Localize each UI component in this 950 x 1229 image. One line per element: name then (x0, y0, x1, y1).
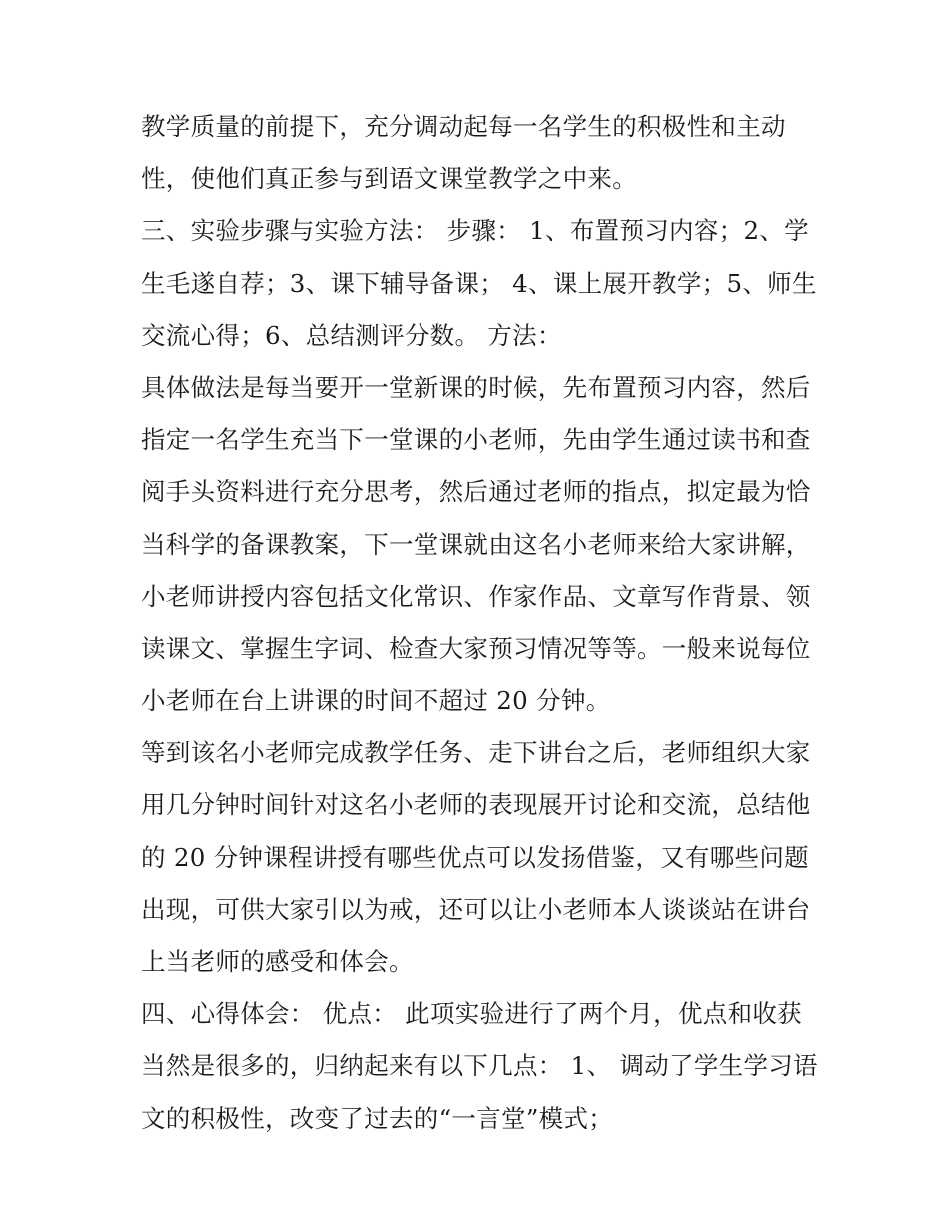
text-line: 上当老师的感受和体会。 (141, 947, 414, 976)
text-line: 小老师讲授内容包括文化常识、作家作品、文章写作背景、领 (141, 581, 811, 611)
text-line: 三、实验步骤与实验方法： 步骤： 1、布置预习内容；2、学 (141, 216, 809, 246)
text-line: 的 20 分钟课程讲授有哪些优点可以发扬借鉴，又有哪些问题 (141, 842, 809, 872)
text-line: 等到该名小老师完成教学任务、走下讲台之后，老师组织大家 (141, 738, 811, 768)
text-line: 性，使他们真正参与到语文课堂教学之中来。 (141, 164, 637, 194)
text-line: 文的积极性，改变了过去的“一言堂”模式； (141, 1103, 614, 1133)
text-line: 当科学的备课教案，下一堂课就由这名小老师来给大家讲解， (141, 529, 811, 559)
document-body (141, 109, 841, 1153)
text-line: 四、心得体会： 优点： 此项实验进行了两个月，优点和收获 (141, 999, 802, 1029)
text-line: 指定一名学生充当下一堂课的小老师，先由学生通过读书和查 (141, 425, 811, 455)
text-line: 交流心得；6、总结测评分数。 方法： (141, 320, 562, 350)
text-line: 读课文、掌握生字词、检查大家预习情况等等。一般来说每位 (141, 633, 811, 663)
text-line: 具体做法是每当要开一堂新课的时候，先布置预习内容，然后 (141, 372, 811, 402)
text-line: 出现，可供大家引以为戒，还可以让小老师本人谈谈站在讲台 (141, 894, 811, 924)
text-line: 教学质量的前提下，充分调动起每一名学生的积极性和主动 (141, 112, 786, 141)
text-line: 用几分钟时间针对这名小老师的表现展开讨论和交流，总结他 (141, 790, 811, 820)
text-line: 小老师在台上讲课的时间不超过 20 分钟。 (141, 686, 611, 716)
text-line: 生毛遂自荐；3、课下辅导备课； 4、课上展开教学；5、师生 (141, 268, 817, 298)
text-line: 当然是很多的，归纳起来有以下几点： 1、 调动了学生学习语 (141, 1051, 818, 1081)
text-line: 阅手头资料进行充分思考，然后通过老师的指点，拟定最为恰 (141, 477, 811, 507)
